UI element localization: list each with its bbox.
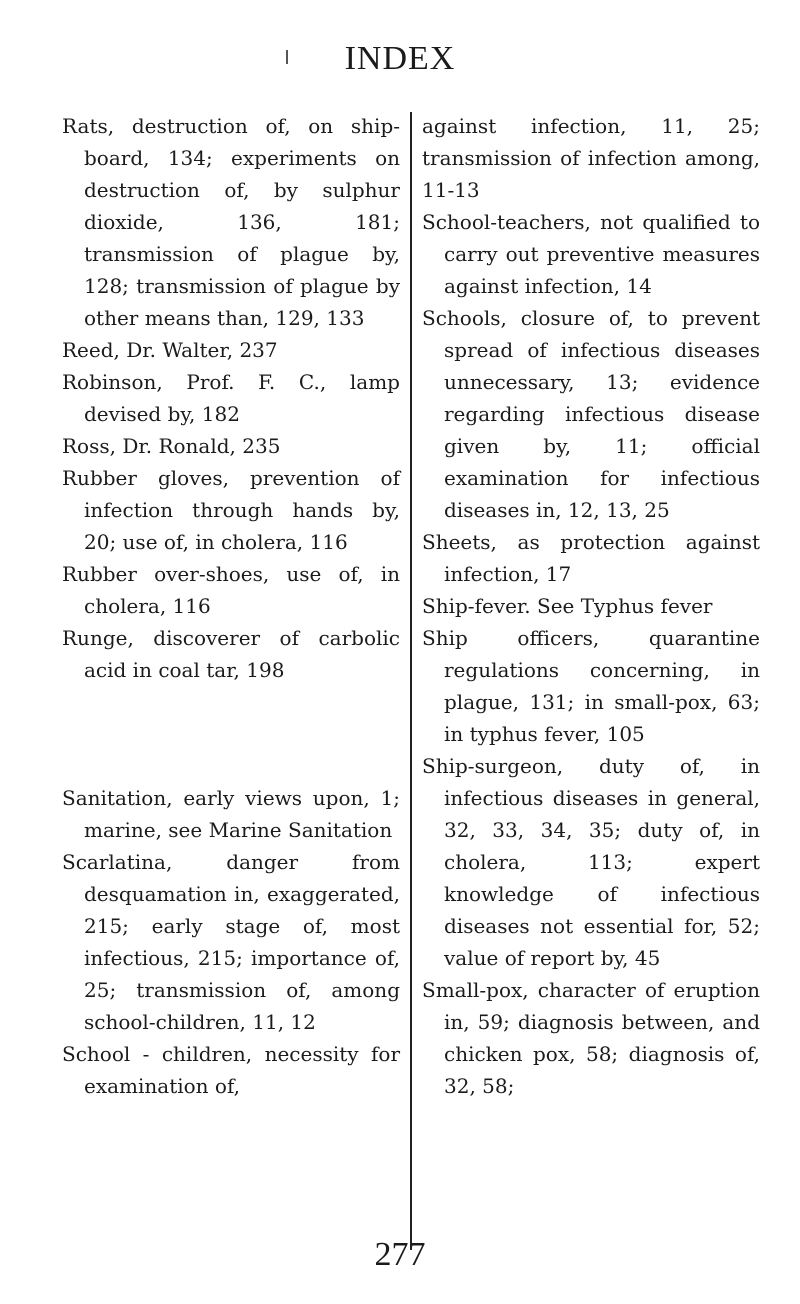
index-entry-small-pox: Small-pox, character of eruption in, 59; diagnosis between, and chicken pox, 58; diagnosis of, 32, 58; bbox=[422, 978, 760, 1098]
index-entry-robinson: Robinson, Prof. F. C., lamp devised by, 182 bbox=[62, 370, 400, 426]
index-entry-schools: Schools, closure of, to prevent spread of infectious diseases unnecessary, 13; evidence regarding infectious disease given by, 11; official examination for infectious diseases in, 12, 13, 25 bbox=[422, 306, 760, 522]
margin-mark bbox=[286, 50, 288, 64]
index-entry-ship-fever: Ship-fever. See Typhus fever bbox=[422, 594, 713, 618]
left-column bbox=[62, 110, 400, 1102]
index-entry-rats: Rats, destruction of, on ship-board, 134; experiments on destruction of, by sulphur dioxide, 136, 181; transmission of plague by, 128; transmission of plague by other means than, 129, 133 bbox=[62, 114, 400, 330]
index-entry-ship-surgeon: Ship-surgeon, duty of, in infectious diseases in general, 32, 33, 34, 35; duty of, in cholera, 113; expert knowledge of infectious diseases not essential for, 52; value of report by, 45 bbox=[422, 754, 760, 970]
index-entry-school-children: School - children, necessity for examination of, bbox=[62, 1042, 400, 1098]
page-title: INDEX bbox=[344, 40, 456, 77]
index-entry-sheets: Sheets, as protection against infection, 17 bbox=[422, 530, 760, 586]
index-entry-scarlatina: Scarlatina, danger from desquamation in, exaggerated, 215; early stage of, most infectious, 215; importance of, 25; transmission of, among school-children, 11, 12 bbox=[62, 850, 400, 1034]
index-entry-continued: against infection, 11, 25; transmission of infection among, 11-13 bbox=[422, 114, 760, 202]
index-entry-sanitation: Sanitation, early views upon, 1; marine, see Marine Sanitation bbox=[62, 786, 400, 842]
index-entry-runge: Runge, discoverer of carbolic acid in coal tar, 198 bbox=[62, 626, 400, 682]
index-entry-reed: Reed, Dr. Walter, 237 bbox=[62, 338, 278, 362]
index-entry-rubber-overshoes: Rubber over-shoes, use of, in cholera, 116 bbox=[62, 562, 400, 618]
section-gap bbox=[62, 686, 400, 782]
page-number: 277 bbox=[374, 1236, 426, 1273]
index-entry-ross: Ross, Dr. Ronald, 235 bbox=[62, 434, 281, 458]
index-entry-rubber-gloves: Rubber gloves, prevention of infection through hands by, 20; use of, in cholera, 116 bbox=[62, 466, 400, 554]
column-divider bbox=[410, 112, 412, 1250]
index-entry-school-teachers: School-teachers, not qualified to carry out preventive measures against infection, 14 bbox=[422, 210, 760, 298]
right-column bbox=[422, 110, 760, 1102]
index-entry-ship-officers: Ship officers, quarantine regulations concerning, in plague, 131; in small-pox, 63; in typhus fever, 105 bbox=[422, 626, 760, 746]
